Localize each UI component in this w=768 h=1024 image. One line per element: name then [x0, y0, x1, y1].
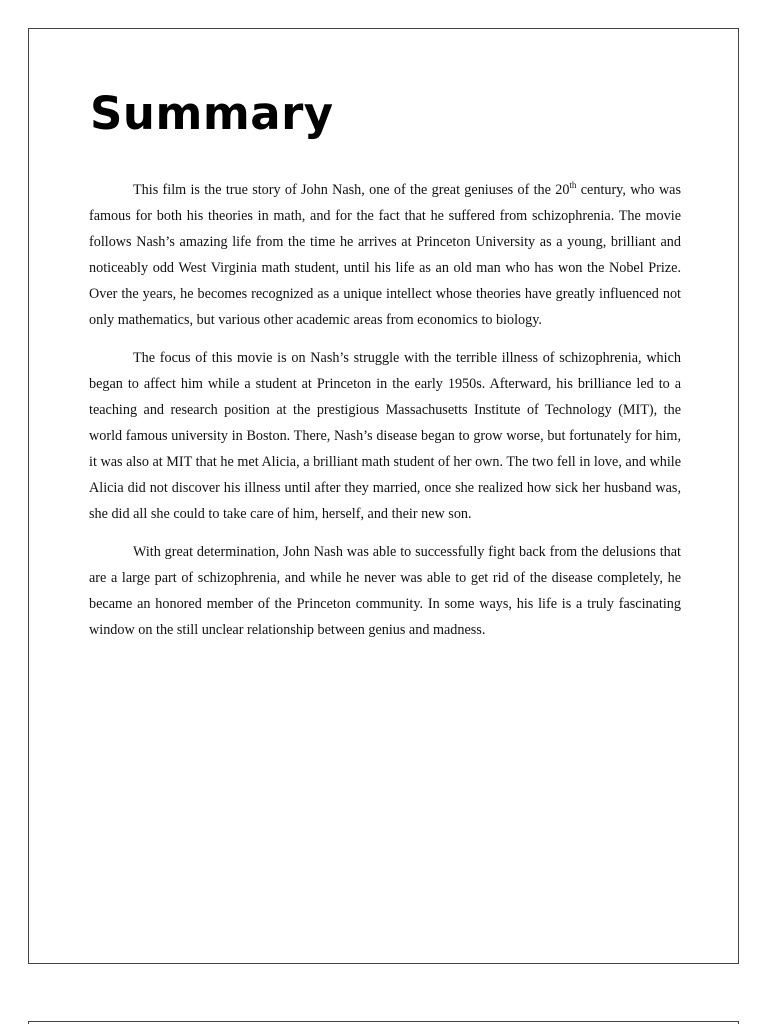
paragraph-1-text-start: This film is the true story of John Nash, one of the great geniuses of the 20 — [133, 182, 570, 198]
paragraph-3: With great determination, John Nash was able to successfully fight back from the delusions that are a large part of schizophrenia, and while he never was able to get rid of the disease completely, he became an honored member of the Princeton community. In some ways, his life is a truly fascinating window on the still unclear relationship between genius and madness. — [89, 544, 681, 638]
document-page — [28, 28, 739, 964]
summary-body — [89, 177, 681, 655]
paragraph-1-text-end: century, who was famous for both his theories in math, and for the fact that he suffered from schizophrenia. The movie follows Nash’s amazing life from the time he arrives at Princeton University as a young, brilliant and noticeably odd West Virginia math student, until his life as an old man who has won the Nobel Prize. Over the years, he becomes recognized as a unique intellect whose theories have greatly influenced not only mathematics, but various other academic areas from economics to biology. — [89, 182, 682, 328]
paragraph-2: The focus of this movie is on Nash’s struggle with the terrible illness of schizophrenia, which began to affect him while a student at Princeton in the early 1950s. Afterward, his brilliance led to a teaching and research position at the prestigious Massachusetts Institute of Technology (MIT), the world famous university in Boston. There, Nash’s disease began to grow worse, but fortunately for him, it was also at MIT that he met Alicia, a brilliant math student of her own. The two fell in love, and while Alicia did not discover his illness until after they married, once she realized how sick her husband was, she did all she could to take care of him, herself, and their new son. — [89, 350, 681, 522]
paragraph-1 — [89, 177, 681, 333]
page-title: Summary — [90, 87, 334, 140]
ordinal-superscript: th — [569, 180, 577, 190]
